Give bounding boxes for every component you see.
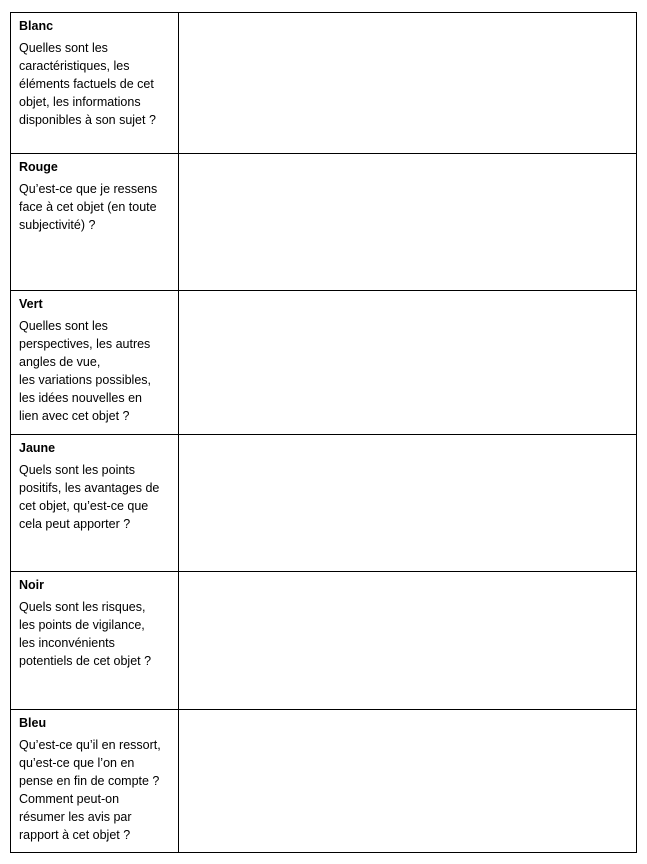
hat-name-noir: Noir <box>19 578 44 592</box>
answer-cell-noir[interactable] <box>179 572 637 710</box>
label-cell-blanc <box>11 13 179 154</box>
hat-name-rouge: Rouge <box>19 160 58 174</box>
hat-question-vert: Quelles sont les perspectives, les autres angles de vue, les variations possibles, les idées nouvelles en lien avec cet objet ? <box>19 319 152 423</box>
hat-name-vert: Vert <box>19 297 43 311</box>
hat-name-bleu: Bleu <box>19 716 47 730</box>
label-cell-vert <box>11 291 179 435</box>
hat-question-rouge: Qu’est-ce que je ressens face à cet objet (en toute subjectivité) ? <box>19 182 158 232</box>
hat-question-blanc: Quelles sont les caractéristiques, les éléments factuels de cet objet, les informations disponibles à son sujet ? <box>19 41 156 127</box>
table-row-bleu <box>11 710 637 853</box>
table-row-jaune <box>11 435 637 572</box>
answer-cell-jaune[interactable] <box>179 435 637 572</box>
table-row-blanc <box>11 13 637 154</box>
thinking-hats-table <box>10 12 637 853</box>
label-cell-bleu <box>11 710 179 853</box>
table-row-vert <box>11 291 637 435</box>
label-cell-rouge <box>11 154 179 291</box>
hat-question-jaune: Quels sont les points positifs, les avantages de cet objet, qu’est-ce que cela peut apporter ? <box>19 463 160 531</box>
label-cell-noir <box>11 572 179 710</box>
answer-cell-rouge[interactable] <box>179 154 637 291</box>
hat-name-blanc: Blanc <box>19 19 54 33</box>
answer-cell-bleu[interactable] <box>179 710 637 853</box>
hat-question-noir: Quels sont les risques, les points de vigilance, les inconvénients potentiels de cet objet ? <box>19 600 152 668</box>
table-row-rouge <box>11 154 637 291</box>
hat-question-bleu: Qu’est-ce qu’il en ressort, qu’est-ce que l’on en pense en fin de compte ? Comment peut-on résumer les avis par rapport à cet objet ? <box>19 738 161 842</box>
answer-cell-vert[interactable] <box>179 291 637 435</box>
table-row-noir <box>11 572 637 710</box>
hat-name-jaune: Jaune <box>19 441 56 455</box>
answer-cell-blanc[interactable] <box>179 13 637 154</box>
label-cell-jaune <box>11 435 179 572</box>
